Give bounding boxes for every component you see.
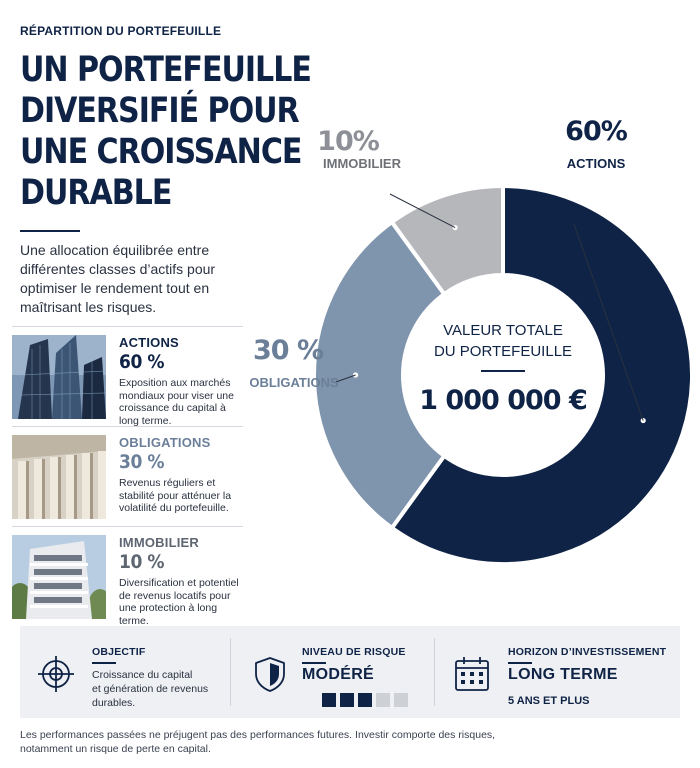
asset-percent: 10 % [119, 551, 165, 573]
intro-text: Une allocation équilibrée entre différentes classes d’actifs pour optimiser le rendement tout en maîtrisant les risques. [20, 242, 216, 315]
horizon-rule [508, 662, 532, 664]
objective-rule [92, 662, 116, 664]
risk-rule [302, 662, 326, 664]
asset-item-obligations [12, 426, 243, 526]
asset-percent: 30 % [119, 451, 165, 473]
target-icon [36, 654, 76, 694]
slice-category-label: OBLIGATIONS [249, 375, 339, 390]
asset-list [12, 326, 243, 626]
horizon-block [434, 626, 680, 718]
objective-text-line: durables. [92, 697, 136, 709]
slice-category-label: IMMOBILIER [323, 156, 401, 171]
risk-level-square [358, 693, 372, 707]
headline-line: DURABLE [20, 173, 172, 213]
asset-description: Exposition aux marchés mondiaux pour viser une croissance du capital à long terme. [119, 377, 234, 427]
horizon-label: HORIZON D’INVESTISSEMENT [508, 646, 667, 658]
asset-item-actions [12, 326, 243, 426]
disclaimer: Les performances passées ne préjugent pas des performances futures. Investir comporte des risques, notamment un risque de perte en capital. [20, 729, 496, 755]
risk-label: NIVEAU DE RISQUE [302, 646, 406, 658]
risk-level-square [376, 693, 390, 707]
slice-value-label: 10% [317, 126, 379, 157]
risk-level-square [322, 693, 336, 707]
calendar-icon [452, 654, 492, 694]
eyebrow: RÉPARTITION DU PORTEFEUILLE [20, 24, 222, 38]
asset-description: Diversification et potentiel de revenus locatifs pour une protection à long terme. [119, 577, 239, 627]
risk-level-square [394, 693, 408, 707]
skyscraper-image [12, 335, 106, 419]
horizon-value: LONG TERME [508, 666, 618, 683]
asset-name: OBLIGATIONS [119, 435, 211, 450]
center-value: 1 000 000 € [419, 385, 587, 416]
objective-text-line: et génération de revenus [92, 683, 209, 695]
center-title: VALEUR TOTALE [443, 322, 563, 339]
objective-label: OBJECTIF [92, 646, 146, 658]
columns-image [12, 435, 106, 519]
slice-category-label: ACTIONS [566, 156, 626, 171]
asset-name: ACTIONS [119, 335, 179, 350]
objective-block [20, 626, 230, 718]
slice-value-label: 60% [565, 116, 627, 147]
building-image [12, 535, 106, 619]
shield-icon [250, 654, 290, 694]
risk-level-square [340, 693, 354, 707]
info-bar [20, 626, 680, 718]
allocation-donut-chart [240, 110, 700, 580]
asset-name: IMMOBILIER [119, 535, 199, 550]
headline-line: DIVERSIFIÉ POUR [20, 91, 299, 131]
objective-text-line: Croissance du capital [92, 669, 193, 681]
center-title: DU PORTEFEUILLE [433, 343, 573, 360]
headline-rule [20, 230, 80, 232]
risk-level-meter [322, 693, 412, 712]
asset-percent: 60 % [119, 351, 165, 373]
asset-description: Revenus réguliers et stabilité pour atténuer la volatilité du portefeuille. [119, 477, 232, 514]
slice-value-label: 30 % [252, 335, 324, 366]
headline-line: UN PORTEFEUILLE [20, 50, 311, 90]
risk-value: MODÉRÉ [302, 666, 375, 683]
horizon-sub: 5 ANS ET PLUS [508, 695, 590, 707]
asset-item-immobilier [12, 526, 243, 626]
leader-dot [353, 372, 358, 377]
objective-text [92, 668, 208, 710]
headline-line: UNE CROISSANCE [20, 132, 302, 172]
